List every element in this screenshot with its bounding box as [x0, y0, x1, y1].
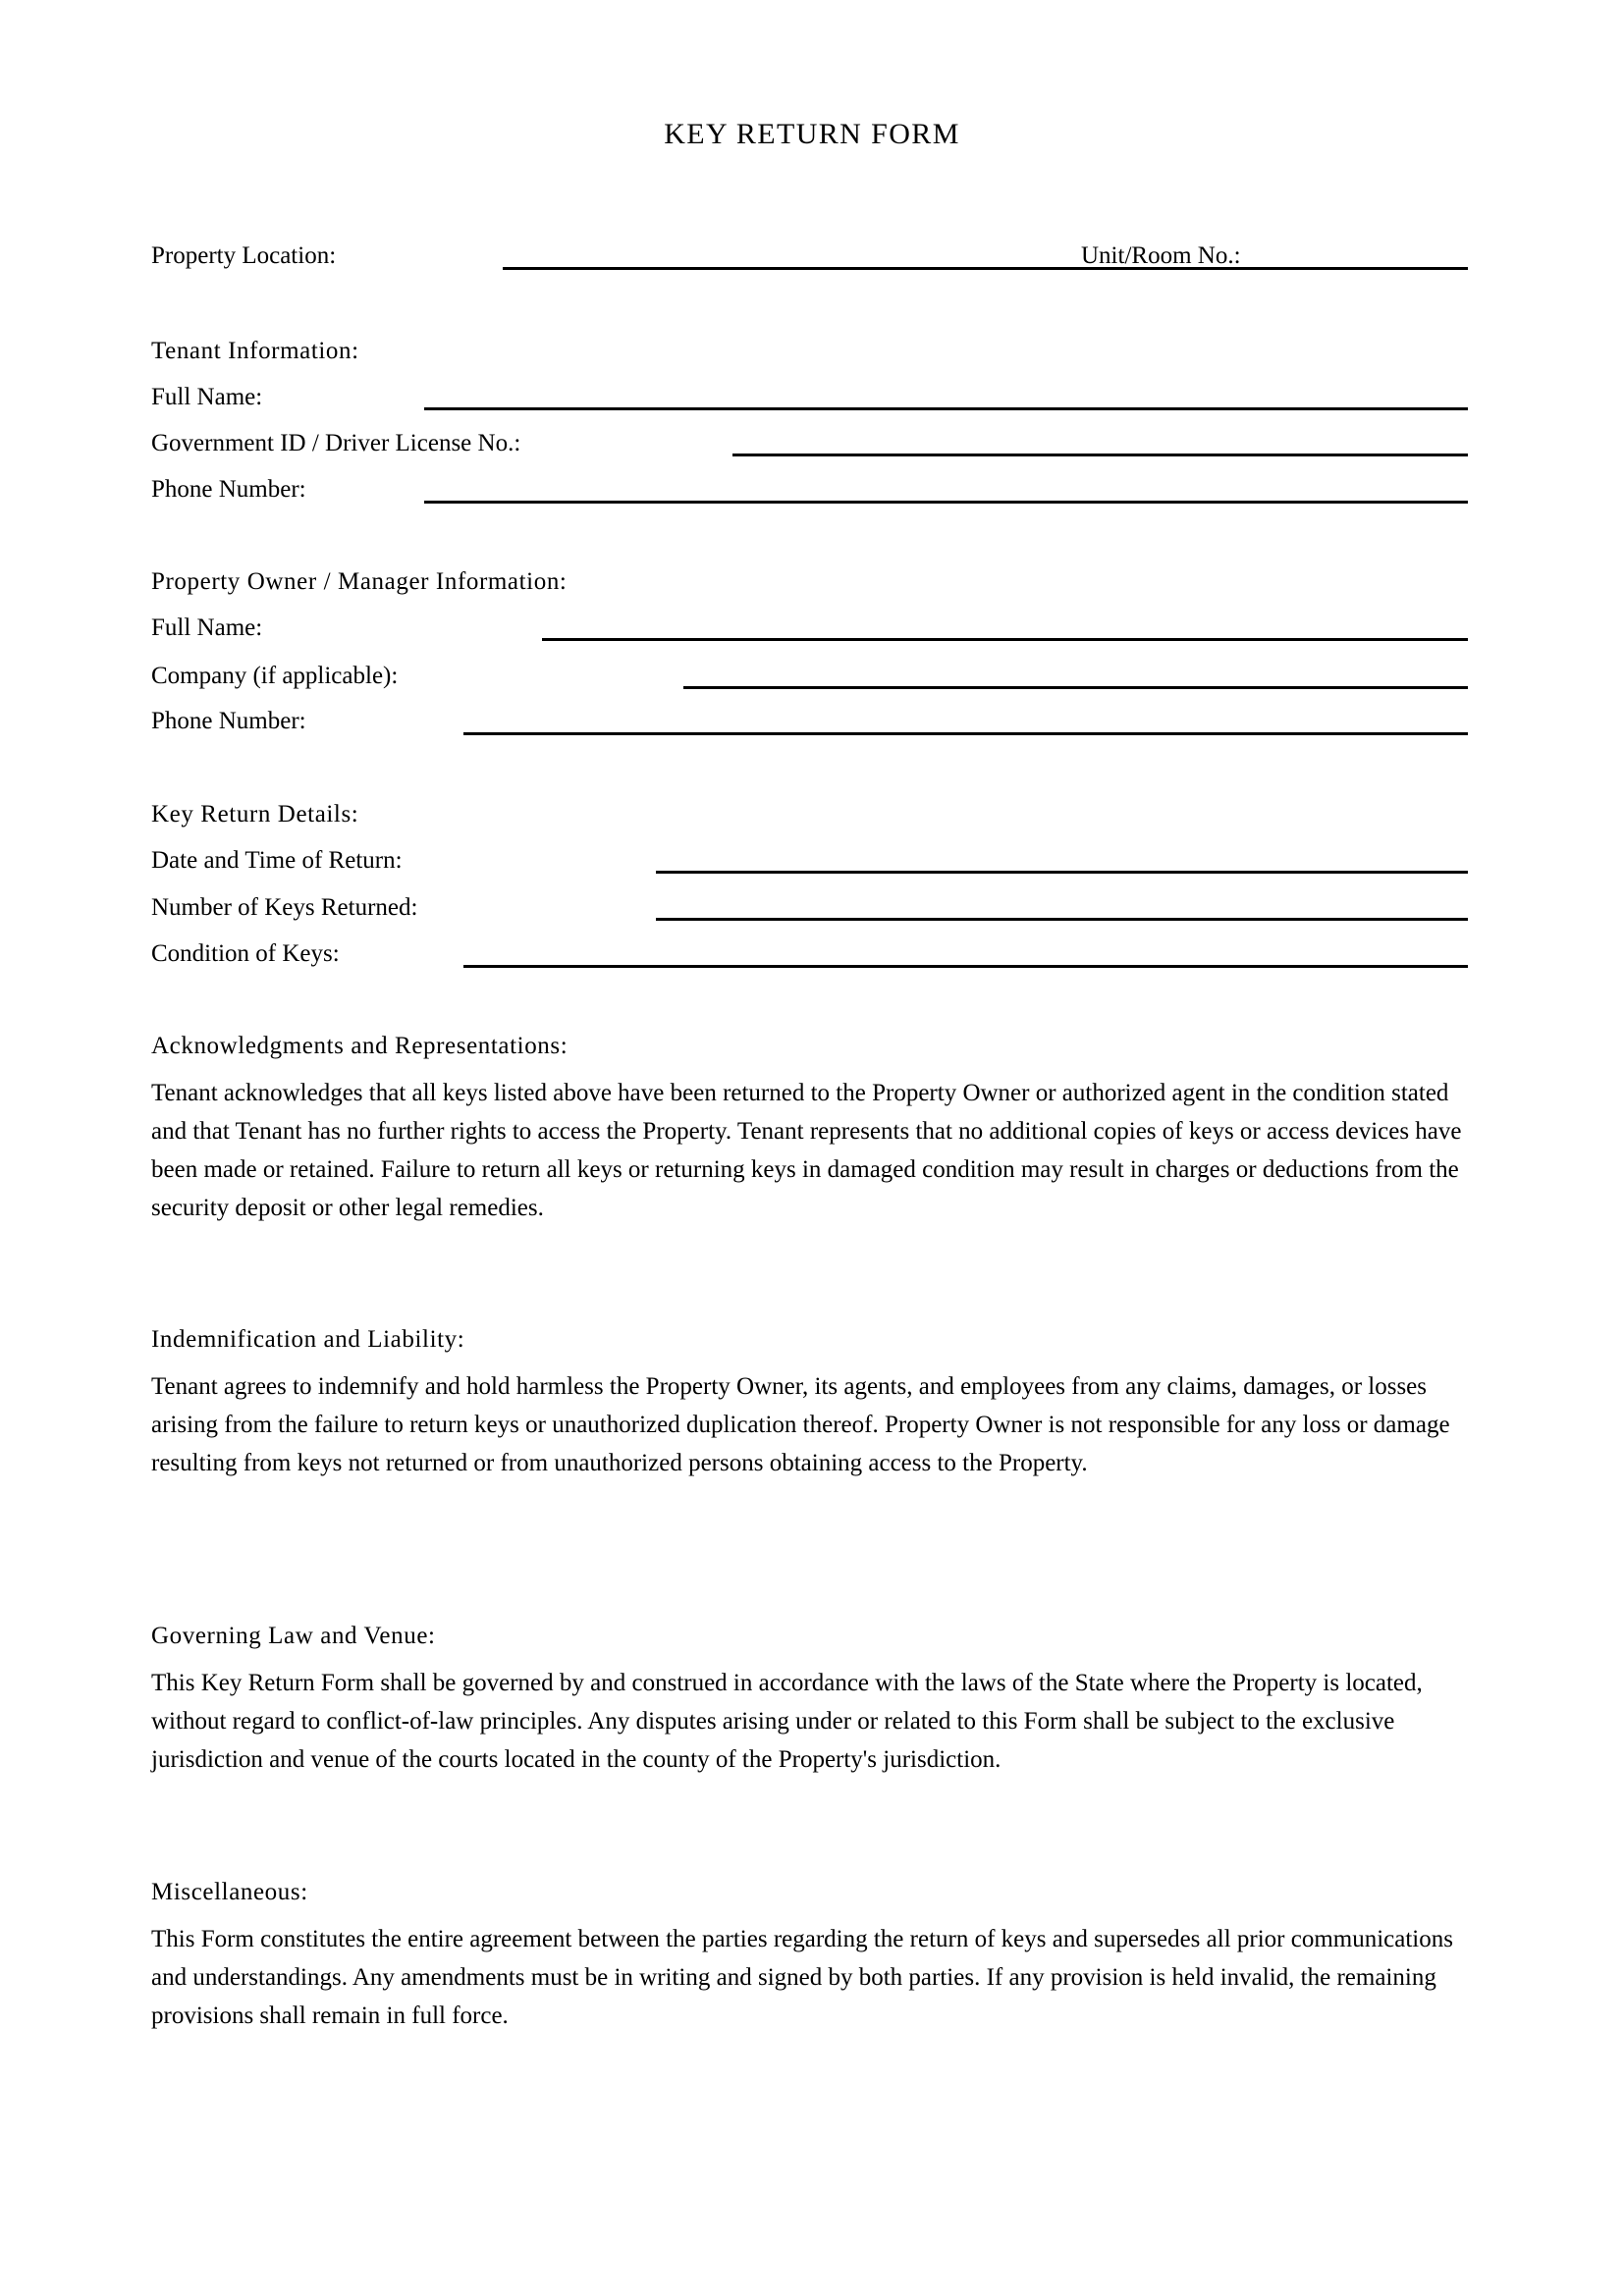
tenant-gov-id-input-rule[interactable]	[732, 454, 1468, 456]
owner-phone-input-rule[interactable]	[463, 732, 1468, 735]
owner-phone-label: Phone Number:	[151, 708, 306, 734]
number-of-keys-input-rule[interactable]	[656, 918, 1468, 921]
owner-company-label: Company (if applicable):	[151, 663, 399, 689]
tenant-phone-input-rule[interactable]	[424, 501, 1468, 504]
tenant-gov-id-label: Government ID / Driver License No.:	[151, 430, 521, 456]
owner-information-heading: Property Owner / Manager Information:	[151, 568, 568, 595]
unit-room-no-label: Unit/Room No.:	[1081, 242, 1241, 269]
indemnification-heading: Indemnification and Liability:	[151, 1326, 465, 1353]
acknowledgments-body: Tenant acknowledges that all keys listed above have been returned to the Property Owner or authorized agent in the condition stated and that Tenant has no further rights to access the Property. Tenant represents that no additional copies of keys or access devices have been made or retained. Failure to return all keys or returning keys in damaged condition may result in charges or deductions from the security deposit or other legal remedies.	[151, 1080, 1462, 1221]
property-location-input-rule[interactable]	[503, 267, 1468, 270]
tenant-information-heading: Tenant Information:	[151, 338, 359, 364]
tenant-phone-label: Phone Number:	[151, 476, 306, 503]
key-return-details-heading: Key Return Details:	[151, 801, 359, 828]
condition-of-keys-label: Condition of Keys:	[151, 940, 340, 967]
property-location-label: Property Location:	[151, 242, 337, 269]
key-return-date-time-input-rule[interactable]	[656, 871, 1468, 874]
owner-full-name-input-rule[interactable]	[542, 638, 1468, 641]
miscellaneous-heading: Miscellaneous:	[151, 1879, 308, 1905]
number-of-keys-label: Number of Keys Returned:	[151, 894, 418, 921]
page-title: KEY RETURN FORM	[664, 118, 960, 150]
key-return-date-time-label: Date and Time of Return:	[151, 847, 403, 874]
owner-full-name-label: Full Name:	[151, 614, 263, 641]
governing-law-heading: Governing Law and Venue:	[151, 1623, 436, 1649]
governing-law-body: This Key Return Form shall be governed by and construed in accordance with the laws of the State where the Property is located, without regard to conflict-of-law principles. Any disputes arising under or related to this Form shall be subject to the exclusive jurisdiction and venue of the courts located in the county of the Property's jurisdiction.	[151, 1670, 1423, 1773]
tenant-full-name-label: Full Name:	[151, 384, 263, 410]
tenant-full-name-input-rule[interactable]	[424, 407, 1468, 410]
owner-company-input-rule[interactable]	[683, 686, 1468, 689]
condition-of-keys-input-rule[interactable]	[463, 965, 1468, 968]
acknowledgments-heading: Acknowledgments and Representations:	[151, 1033, 568, 1059]
miscellaneous-body: This Form constitutes the entire agreement between the parties regarding the return of keys and supersedes all prior communications and understandings. Any amendments must be in writing and signed by both parties. If any provision is held invalid, the remaining provisions shall remain in full force.	[151, 1926, 1453, 2029]
indemnification-body: Tenant agrees to indemnify and hold harmless the Property Owner, its agents, and employees from any claims, damages, or losses arising from the failure to return keys or unauthorized duplication thereof. Property Owner is not responsible for any loss or damage resulting from keys not returned or from unauthorized persons obtaining access to the Property.	[151, 1373, 1450, 1476]
